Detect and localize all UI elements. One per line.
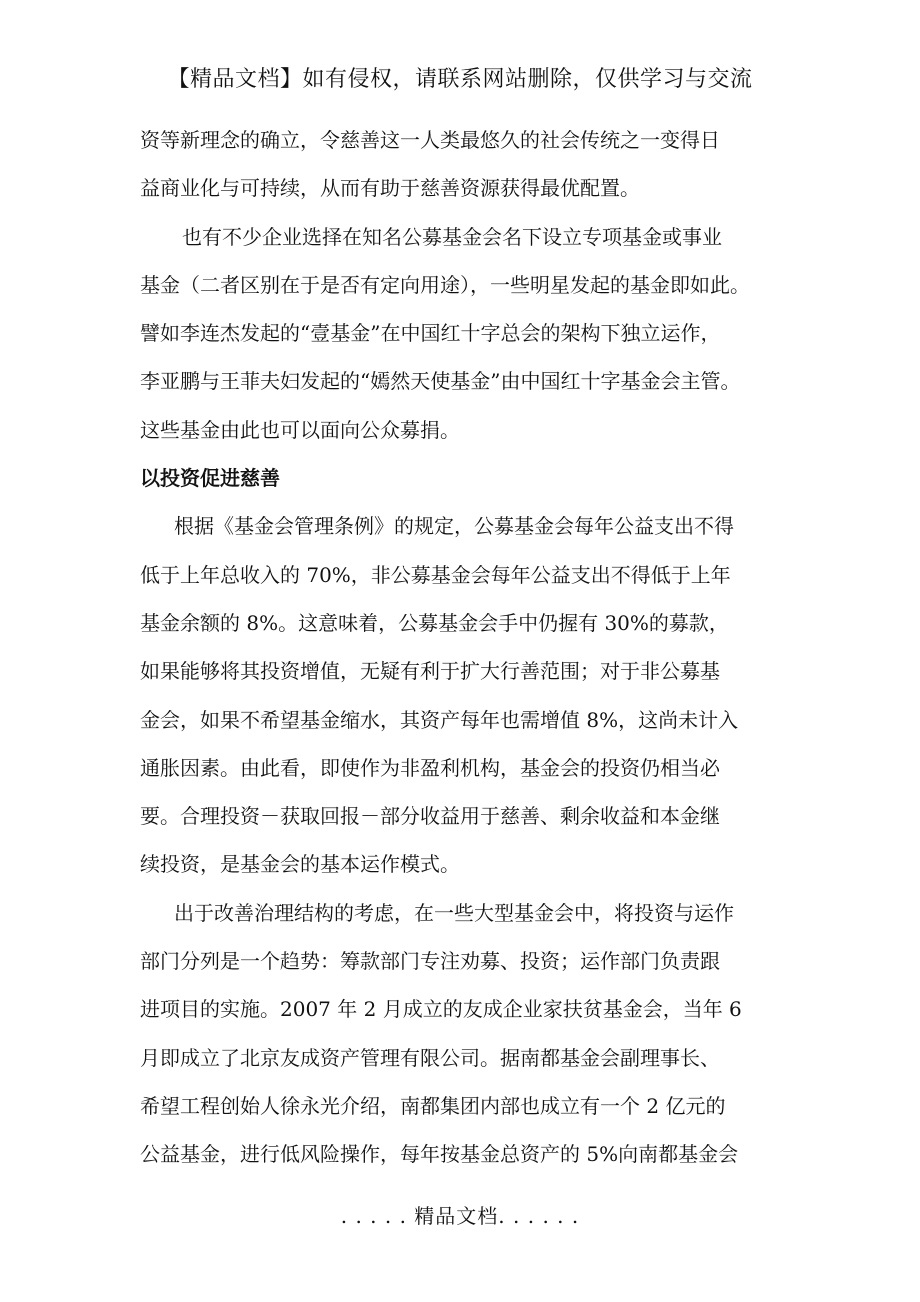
- paragraph-3: [140, 502, 790, 888]
- paragraph-4: [140, 889, 790, 1179]
- paragraph-line: 益商业化与可持续，从而有助于慈善资源获得最优配置。: [140, 176, 640, 201]
- page-header-watermark: 【精品文档】如有侵权，请联系网站删除，仅供学习与交流: [167, 67, 753, 92]
- paragraph-line: 要。合理投资－获取回报－部分收益用于慈善、剩余收益和本金继: [140, 804, 720, 829]
- paragraph-line: 如果能够将其投资增值，无疑有利于扩大行善范围；对于非公募基: [140, 659, 720, 684]
- paragraph-line: 基金余额的 8%。这意味着，公募基金会手中仍握有 30%的募款，: [140, 610, 729, 635]
- paragraph-line: 通胀因素。由此看，即使作为非盈利机构，基金会的投资仍相当必: [140, 755, 720, 780]
- paragraph-line: 续投资，是基金会的基本运作模式。: [140, 852, 460, 877]
- paragraph-line: 金会，如果不希望基金缩水，其资产每年也需增值 8%，这尚未计入: [140, 707, 739, 732]
- paragraph-line: 希望工程创始人徐永光介绍，南都集团内部也成立有一个 2 亿元的: [140, 1093, 726, 1118]
- paragraph-line: 公益基金，进行低风险操作，每年按基金总资产的 5%向南都基金会: [140, 1142, 739, 1167]
- paragraph-line: 资等新理念的确立，令慈善这一人类最悠久的社会传统之一变得日: [140, 128, 720, 152]
- paragraph-2: [140, 213, 790, 454]
- paragraph-line: 部门分列是一个趋势：筹款部门专注劝募、投资；运作部门负责跟: [140, 949, 720, 974]
- paragraph-line: 月即成立了北京友成资产管理有限公司。据南都基金会副理事长、: [140, 1045, 720, 1070]
- paragraph-line: 也有不少企业选择在知名公募基金会名下设立专项基金或事业: [182, 224, 722, 249]
- paragraph-line: 譬如李连杰发起的“壹基金”在中国红十字总会的架构下独立运作，: [140, 321, 721, 346]
- paragraph-line: 李亚鹏与王菲夫妇发起的“嫣然天使基金”由中国红十字基金会主管。: [140, 369, 741, 394]
- document-body: [140, 116, 790, 1179]
- paragraph-line: 根据《基金会管理条例》的规定，公募基金会每年公益支出不得: [174, 514, 734, 539]
- paragraph-line: 进项目的实施。2007 年 2 月成立的友成企业家扶贫基金会，当年 6: [140, 997, 742, 1022]
- paragraph-line: 出于改善治理结构的考虑，在一些大型基金会中，将投资与运作: [174, 900, 734, 925]
- paragraph-line: 基金（二者区别在于是否有定向用途），一些明星发起的基金即如此。: [140, 272, 750, 297]
- page-footer-watermark: . . . . . 精品文档. . . . . .: [340, 1204, 580, 1228]
- paragraph-line: 这些基金由此也可以面向公众募捐。: [140, 417, 460, 442]
- paragraph-1: [140, 116, 790, 213]
- paragraph-line: 低于上年总收入的 70%，非公募基金会每年公益支出不得低于上年: [140, 562, 731, 587]
- section-heading: 以投资促进慈善: [140, 466, 280, 491]
